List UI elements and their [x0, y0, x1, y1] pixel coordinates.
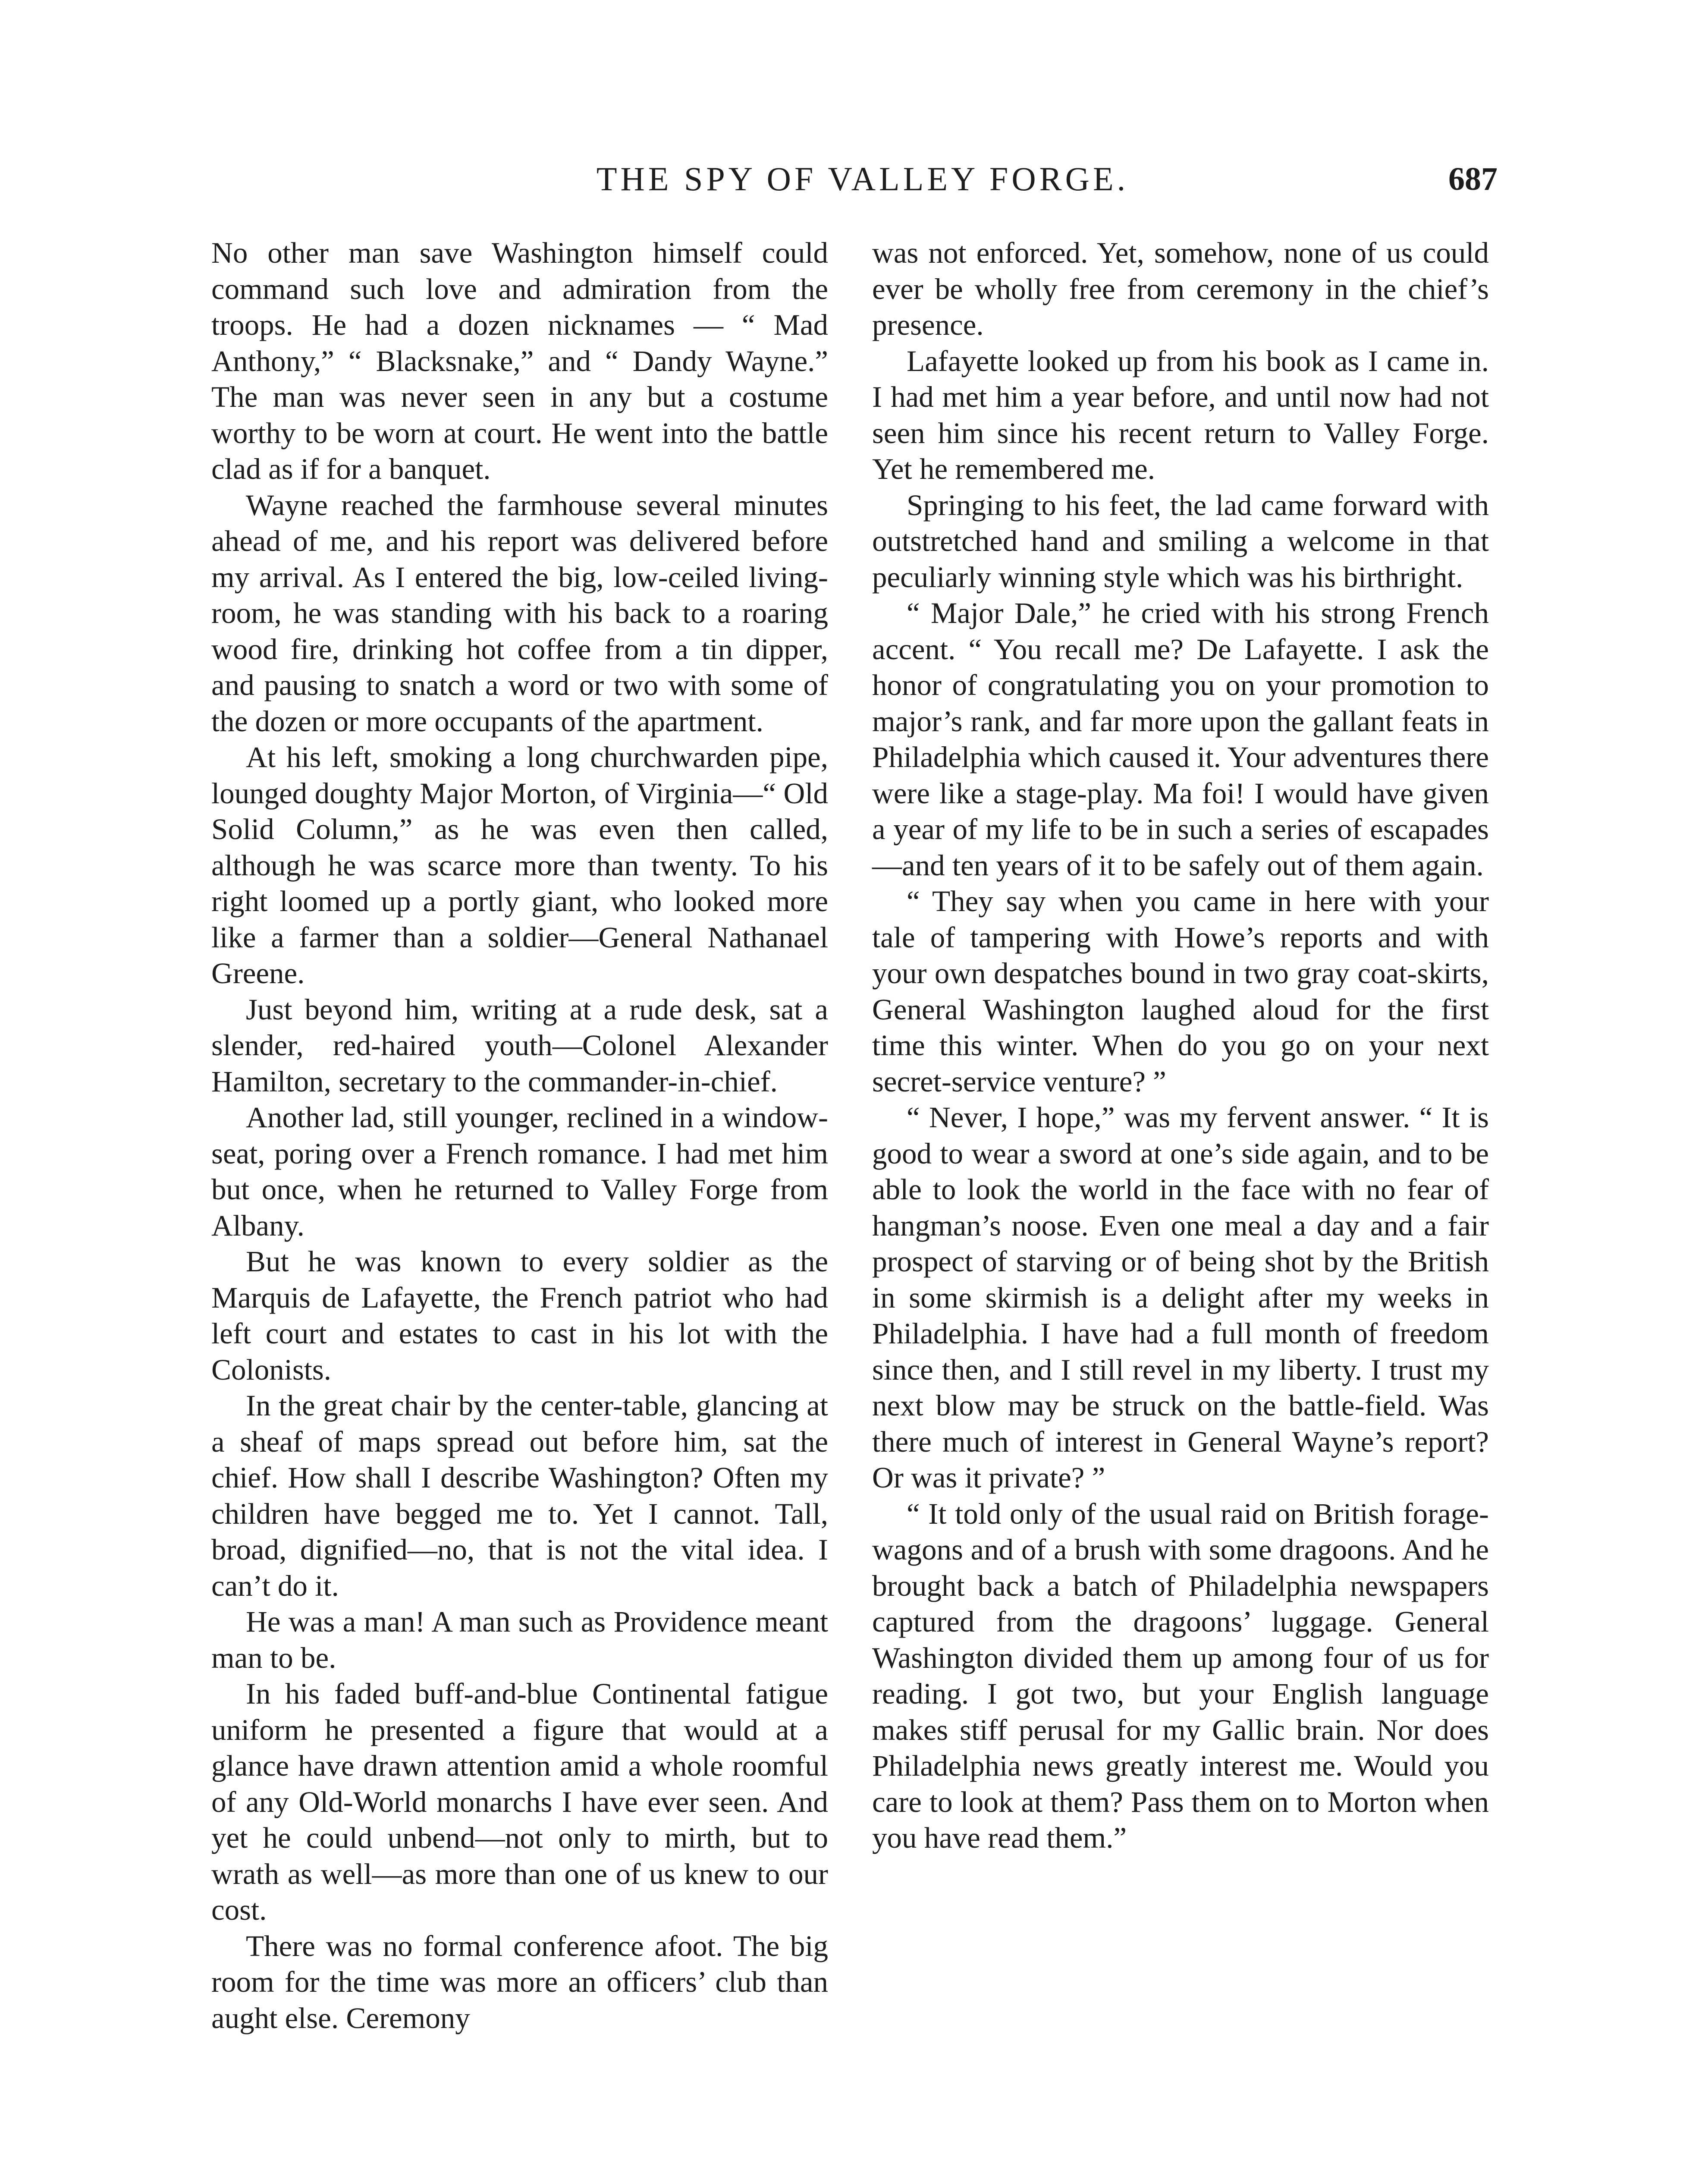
paragraph: No other man save Washington himself could command such love and admiration from the troops. He had a dozen nicknames — “ Mad Anthony,” “ Blacksnake,” and “ Dandy Wayne.” The man was never seen in any but a costume worthy to be worn at court. He went into the battle clad as if for a banquet.: [211, 236, 828, 485]
left-column: [211, 235, 828, 2036]
paragraph: “ They say when you came in here with your tale of tampering with Howe’s reports and with your own despatches bound in two gray coat-skirts, General Washington laughed aloud for the first time this winter. When do you go on your next secret-service venture? ”: [872, 885, 1489, 1098]
paragraph: There was no formal conference afoot. The big room for the time was more an officers’ club than aught else. Ceremony: [211, 1929, 828, 2034]
page-number: 687: [1448, 161, 1498, 197]
paragraph: Another lad, still younger, reclined in a window-seat, poring over a French romance. I had met him but once, when he returned to Valley Forge from Albany.: [211, 1101, 828, 1242]
paragraph: Just beyond him, writing at a rude desk, sat a slender, red-haired youth—Colonel Alexander Hamilton, secretary to the commander-in-chief.: [211, 993, 828, 1098]
running-header: [0, 153, 1708, 209]
paragraph: At his left, smoking a long churchwarden pipe, lounged doughty Major Morton, of Virginia—“ Old Solid Column,” as he was even then called, although he was scarce more than twenty. To his right loomed up a portly giant, who looked more like a farmer than a soldier—General Nathanael Greene.: [211, 741, 828, 990]
paragraph: Springing to his feet, the lad came forward with outstretched hand and smiling a welcome in that peculiarly winning style which was his birthright.: [872, 488, 1489, 594]
paragraph: “ Never, I hope,” was my fervent answer. “ It is good to wear a sword at one’s side again, and to be able to look the world in the face with no fear of hangman’s noose. Even one meal a day and a fair prospect of starving or of being shot by the British in some skirmish is a delight after my weeks in Philadelphia. I have had a full month of freedom since then, and I still revel in my liberty. I trust my next blow may be struck on the battle-field. Was there much of interest in General Wayne’s report? Or was it private? ”: [872, 1101, 1489, 1494]
paragraph: “ It told only of the usual raid on British forage-wagons and of a brush with some dragoons. And he brought back a batch of Philadelphia newspapers captured from the dragoons’ luggage. General Washington divided them up among four of us for reading. I got two, but your English language makes stiff perusal for my Gallic brain. Nor does Philadelphia news greatly interest me. Would you care to look at them? Pass them on to Morton when you have read them.”: [872, 1497, 1489, 1854]
right-column: [872, 235, 1489, 1856]
paragraph: Wayne reached the farmhouse several minutes ahead of me, and his report was delivered before my arrival. As I entered the big, low-ceiled living-room, he was standing with his back to a roaring wood fire, drinking hot coffee from a tin dipper, and pausing to snatch a word or two with some of the dozen or more occupants of the apartment.: [211, 488, 828, 738]
paragraph: In his faded buff-and-blue Continental fatigue uniform he presented a figure that would at a glance have drawn attention amid a whole roomful of any Old-World monarchs I have ever seen. And yet he could unbend—not only to mirth, but to wrath as well—as more than one of us knew to our cost.: [211, 1677, 828, 1926]
paragraph: But he was known to every soldier as the Marquis de Lafayette, the French patriot who had left court and estates to cast in his lot with the Colonists.: [211, 1245, 828, 1386]
running-title: THE SPY OF VALLEY FORGE.: [596, 160, 1129, 198]
paragraph: He was a man! A man such as Providence meant man to be.: [211, 1605, 828, 1674]
paragraph: Lafayette looked up from his book as I came in. I had met him a year before, and until now had not seen him since his recent return to Valley Forge. Yet he remembered me.: [872, 344, 1489, 485]
paragraph: In the great chair by the center-table, glancing at a sheaf of maps spread out before him, sat the chief. How shall I describe Washington? Often my children have begged me to. Yet I cannot. Tall, broad, dignified—no, that is not the vital idea. I can’t do it.: [211, 1389, 828, 1602]
paragraph: “ Major Dale,” he cried with his strong French accent. “ You recall me? De Lafayette. I ask the honor of congratulating you on your promotion to major’s rank, and far more upon the gallant feats in Philadelphia which caused it. Your adventures there were like a stage-play. Ma foi! I would have given a year of my life to be in such a series of escapades—and ten years of it to be safely out of them again.: [872, 597, 1489, 882]
paragraph: was not enforced. Yet, somehow, none of us could ever be wholly free from ceremony in the chief’s presence.: [872, 236, 1489, 341]
